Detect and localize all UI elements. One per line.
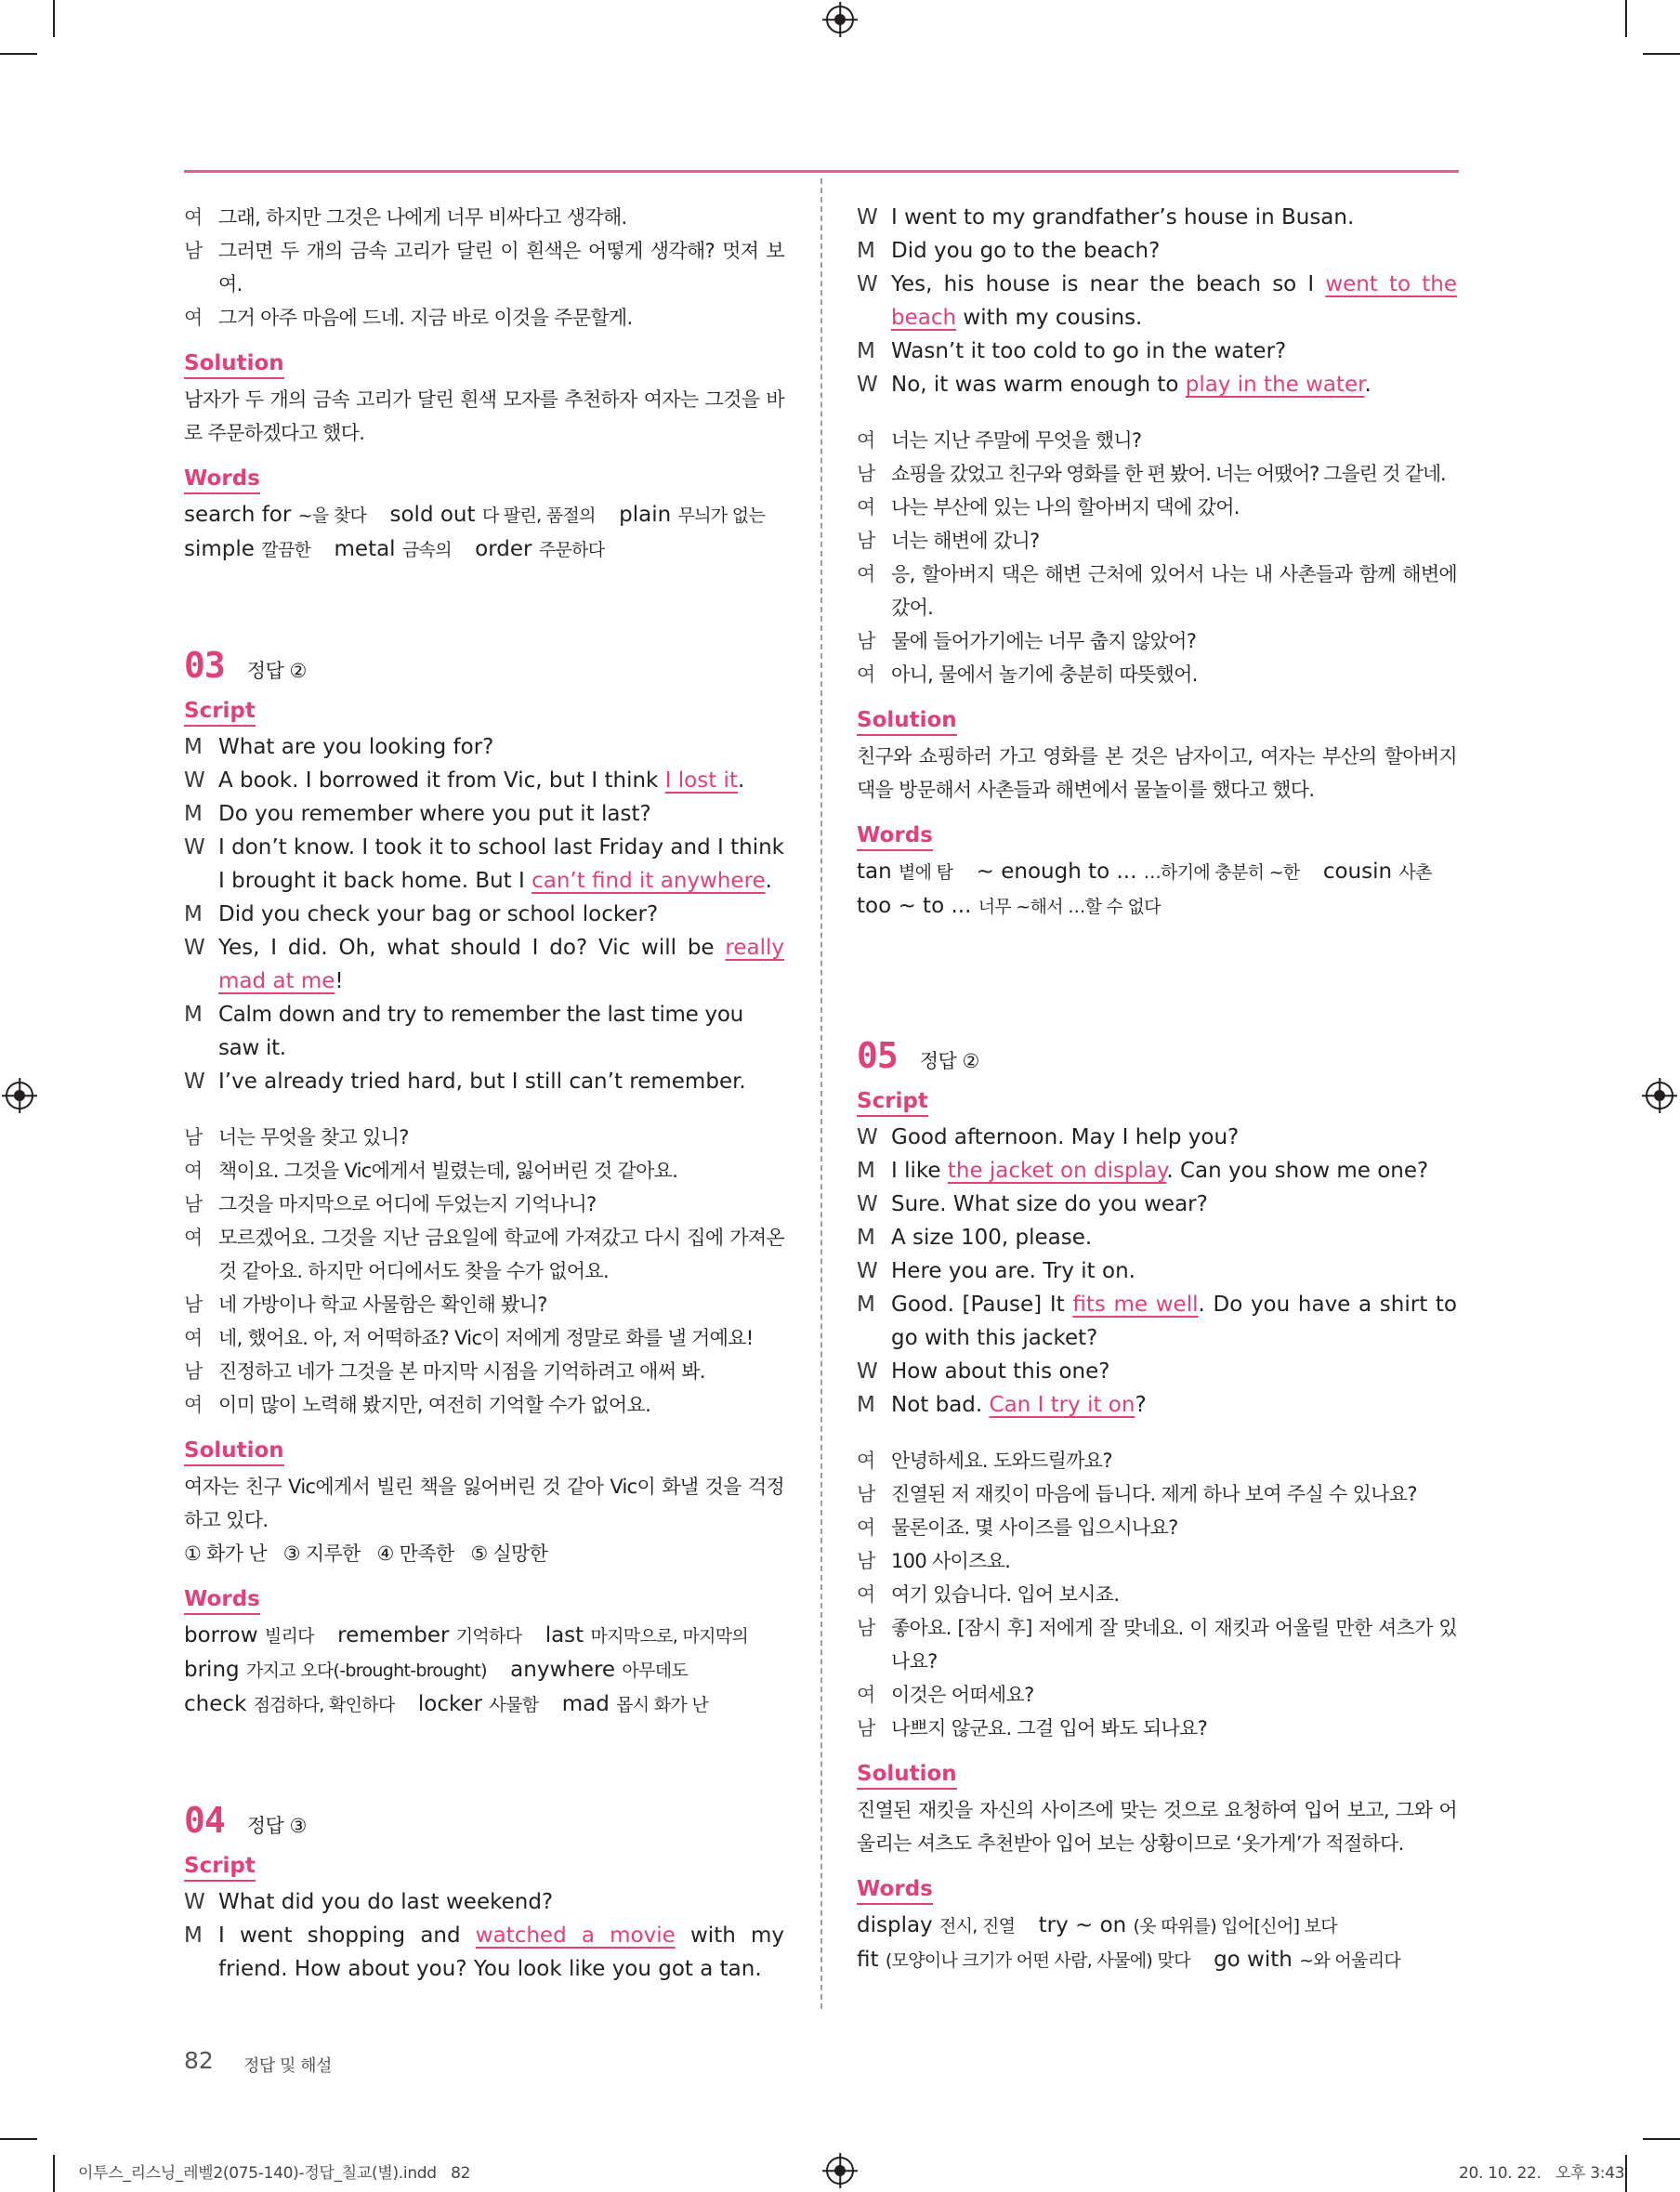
dialogue-line: 여 모르겠어요. 그것을 지난 금요일에 학교에 가져갔고 다시 집에 가져온 것 같아요. 하지만 어디에서도 찾을 수가 없어요.	[184, 1227, 784, 1282]
words-line: check 점검하다, 확인하다 locker 사물함 mad 몹시 화가 난	[184, 1692, 709, 1716]
dialogue-line: 여 이것은 어떠세요?	[857, 1684, 1034, 1706]
dialogue-line: 여 그거 아주 마음에 드네. 지금 바로 이것을 주문할게.	[184, 307, 633, 329]
script-line: M Good. [Pause] It fits me well. Do you have a shirt to go with this jacket?	[857, 1293, 1457, 1350]
solution-label: Solution	[184, 1437, 284, 1466]
print-timestamp: 20. 10. 22. 오후 3:43	[1459, 2164, 1625, 2183]
script-line: M Wasn’t it too cold to go in the water?	[857, 339, 1287, 363]
crop-mark	[1643, 2138, 1680, 2140]
script-line: M Did you check your bag or school locker?	[184, 902, 659, 926]
key-phrase: can’t find it anywhere	[532, 869, 766, 893]
q05-header	[857, 1035, 1457, 1087]
dialogue-line: 남 물에 들어가기에는 너무 춥지 않았어?	[857, 630, 1197, 652]
answer-key: 정답 ②	[246, 660, 307, 682]
solution-label: Solution	[857, 706, 957, 736]
dialogue-line: 여 나는 부산에 있는 나의 할아버지 댁에 갔어.	[857, 496, 1240, 518]
right-column	[857, 201, 1457, 1977]
script-line: M What are you looking for?	[184, 735, 494, 759]
dialogue-line: 남 너는 해변에 갔니?	[857, 530, 1040, 552]
registration-mark-icon	[826, 6, 854, 33]
crop-mark	[53, 0, 55, 37]
words-label: Words	[857, 821, 933, 851]
solution-text: 친구와 쇼핑하러 가고 영화를 본 것은 남자이고, 여자는 부산의 할아버지 댁을 방문해서 사촌들과 해변에서 물놀이를 했다고 했다.	[857, 745, 1457, 801]
registration-mark-icon	[6, 1082, 33, 1109]
script-line: W Here you are. Try it on.	[857, 1259, 1135, 1283]
question-number: 05	[857, 1035, 898, 1076]
q03-script	[184, 730, 784, 1098]
dialogue-line: 여 응, 할아버지 댁은 해변 근처에 있어서 나는 내 사촌들과 함께 해변에 갔어.	[857, 563, 1457, 619]
dialogue-line: 남 좋아요. [잠시 후] 저에게 잘 맞네요. 이 재킷과 어울릴 만한 셔츠가 있나요?	[857, 1617, 1457, 1673]
dialogue-line: 남 진열된 저 재킷이 마음에 듭니다. 제게 하나 보여 주실 수 있나요?	[857, 1483, 1417, 1505]
key-phrase: I lost it	[664, 768, 738, 793]
words-line: bring 가지고 오다(-brought-brought) anywhere 아무데도	[184, 1658, 689, 1682]
section-title: 정답 및 해설	[243, 2056, 332, 2076]
words-line: search for ~을 찾다 sold out 다 팔린, 품절의 plain 무늬가 없는	[184, 503, 766, 527]
q04-korean	[857, 424, 1457, 691]
dialogue-line: 남 너는 무엇을 찾고 있니?	[184, 1126, 409, 1149]
words-line: display 전시, 진열 try ~ on (옷 따위를) 입어[신어] 보다	[857, 1913, 1337, 1937]
crop-mark	[1643, 53, 1680, 55]
script-line: W I don’t know. I took it to school last Friday and I think I brought it back home. But I can’t find it anywhere.	[184, 835, 784, 893]
words-label: Words	[184, 465, 260, 494]
dialogue-line: 남 쇼핑을 갔었고 친구와 영화를 한 편 봤어. 너는 어땠어? 그을린 것 같네.	[857, 463, 1446, 485]
dialogue-line: 여 아니, 물에서 놀기에 충분히 따뜻했어.	[857, 663, 1198, 686]
dialogue-line: 남 100 사이즈요.	[857, 1550, 1011, 1572]
key-phrase: watched a movie	[475, 1923, 676, 1948]
q05-script	[857, 1121, 1457, 1422]
script-label: Script	[184, 1852, 256, 1882]
dialogue-line: 여 책이요. 그것을 Vic에게서 빌렸는데, 잃어버린 것 같아요.	[184, 1160, 678, 1182]
crop-mark	[0, 2138, 37, 2140]
key-phrase: play in the water	[1185, 373, 1365, 397]
solution-text: 여자는 친구 Vic에게서 빌린 책을 잃어버린 것 같아 Vic이 화낼 것을 걱정하고 있다.	[184, 1476, 784, 1531]
key-phrase: fits me well	[1072, 1293, 1199, 1317]
dialogue-line: 여 여기 있습니다. 입어 보시죠.	[857, 1583, 1120, 1606]
file-slug: 이투스_리스닝_레벨2(075-140)-정답_칠교(별).indd 82	[78, 2164, 471, 2183]
crop-mark	[1625, 0, 1627, 37]
words-line: fit (모양이나 크기가 어떤 사람, 사물에) 맞다 go with ~와 어울리다	[857, 1948, 1401, 1972]
dialogue-line: 남 그러면 두 개의 금속 고리가 달린 이 흰색은 어떻게 생각해? 멋져 보여.	[184, 240, 784, 295]
dialogue-line: 여 안녕하세요. 도와드릴까요?	[857, 1450, 1112, 1472]
q04-script-cont	[857, 201, 1457, 401]
script-line: W Sure. What size do you wear?	[857, 1192, 1208, 1216]
q02-korean-tail	[184, 201, 784, 335]
script-line: M I went shopping and watched a movie with my friend. How about you? You look like you got a tan.	[184, 1923, 784, 1981]
solution-text: 남자가 두 개의 금속 고리가 달린 흰색 모자를 추천하자 여자는 그것을 바로 주문하겠다고 했다.	[184, 388, 784, 444]
script-line: W I’ve already tried hard, but I still can’t remember.	[184, 1070, 746, 1094]
script-line: W How about this one?	[857, 1359, 1110, 1384]
registration-mark-icon	[826, 2157, 854, 2185]
page-number: 82	[184, 2047, 214, 2074]
dialogue-line: 남 나쁘지 않군요. 그걸 입어 봐도 되나요?	[857, 1717, 1208, 1739]
script-line: W Good afternoon. May I help you?	[857, 1125, 1240, 1149]
q04-header	[184, 1800, 784, 1852]
q04-script-start	[184, 1885, 784, 1986]
script-line: W No, it was warm enough to play in the water.	[857, 373, 1372, 397]
script-label: Script	[857, 1087, 928, 1117]
q03-header	[184, 645, 784, 697]
header-rule	[184, 170, 1459, 173]
words-line: tan 볕에 탐 ~ enough to ... …하기에 충분히 ~한 cousin 사촌	[857, 860, 1432, 884]
words-line: simple 깔끔한 metal 금속의 order 주문하다	[184, 537, 605, 561]
dialogue-line: 여 물론이죠. 몇 사이즈를 입으시나요?	[857, 1516, 1178, 1539]
script-line: W A book. I borrowed it from Vic, but I think I lost it.	[184, 768, 745, 793]
script-line: W Yes, I did. Oh, what should I do? Vic will be really mad at me!	[184, 936, 784, 993]
key-phrase: the jacket on display	[947, 1159, 1167, 1183]
dialogue-line: 여 이미 많이 노력해 봤지만, 여전히 기억할 수가 없어요.	[184, 1394, 651, 1416]
script-line: W What did you do last weekend?	[184, 1890, 554, 1914]
key-phrase: Can I try it on	[989, 1393, 1135, 1417]
question-number: 03	[184, 645, 225, 686]
words-label: Words	[857, 1875, 933, 1905]
registration-mark-icon	[1646, 1082, 1673, 1109]
script-label: Script	[184, 697, 256, 727]
q05-korean	[857, 1444, 1457, 1745]
script-line: M A size 100, please.	[857, 1226, 1093, 1250]
left-column	[184, 201, 784, 1986]
q03-korean	[184, 1121, 784, 1422]
dialogue-line: 여 네, 했어요. 아, 저 어떡하죠? Vic이 저에게 정말로 화를 낼 거예요!	[184, 1327, 754, 1349]
words-line: borrow 빌리다 remember 기억하다 last 마지막으로, 마지막의	[184, 1623, 749, 1647]
solution-label: Solution	[857, 1760, 957, 1790]
crop-mark	[0, 53, 37, 55]
dialogue-line: 여 그래, 하지만 그것은 나에게 너무 비싸다고 생각해.	[184, 206, 627, 229]
dialogue-line: 남 진정하고 네가 그것을 본 마지막 시점을 기억하려고 애써 봐.	[184, 1360, 705, 1383]
script-line: M I like the jacket on display. Can you show me one?	[857, 1159, 1429, 1183]
words-label: Words	[184, 1585, 260, 1615]
script-line: M Did you go to the beach?	[857, 239, 1161, 263]
crop-mark	[53, 2155, 55, 2192]
script-line: W Yes, his house is near the beach so I went to the beach with my cousins.	[857, 272, 1458, 330]
answer-key: 정답 ③	[246, 1815, 307, 1837]
key-phrase: really mad at me	[218, 936, 784, 993]
script-line: W I went to my grandfather’s house in Busan.	[857, 205, 1355, 230]
script-line: M Calm down and try to remember the last time you saw it.	[184, 1003, 743, 1060]
dialogue-line: 남 그것을 마지막으로 어디에 두었는지 기억나니?	[184, 1193, 597, 1215]
script-line: M Not bad. Can I try it on?	[857, 1393, 1147, 1417]
script-line: M Do you remember where you put it last?	[184, 802, 651, 826]
crop-mark	[1625, 2155, 1627, 2192]
dialogue-line: 남 네 가방이나 학교 사물함은 확인해 봤니?	[184, 1293, 547, 1316]
solution-label: Solution	[184, 349, 284, 379]
dialogue-line: 여 너는 지난 주말에 무엇을 했니?	[857, 429, 1142, 452]
answer-key: 정답 ②	[919, 1050, 979, 1072]
solution-text: 진열된 재킷을 자신의 사이즈에 맞는 것으로 요청하여 입어 보고, 그와 어울리는 셔츠도 추천받아 입어 보는 상황이므로 ‘옷가게’가 적절하다.	[857, 1799, 1457, 1855]
words-line: too ~ to ... 너무 ~해서 …할 수 없다	[857, 894, 1161, 918]
key-phrase: went to the beach	[891, 272, 1458, 330]
column-divider	[820, 178, 822, 2009]
answer-choices: ① 화가 난 ③ 지루한 ④ 만족한 ⑤ 실망한	[184, 1542, 548, 1565]
question-number: 04	[184, 1800, 225, 1841]
